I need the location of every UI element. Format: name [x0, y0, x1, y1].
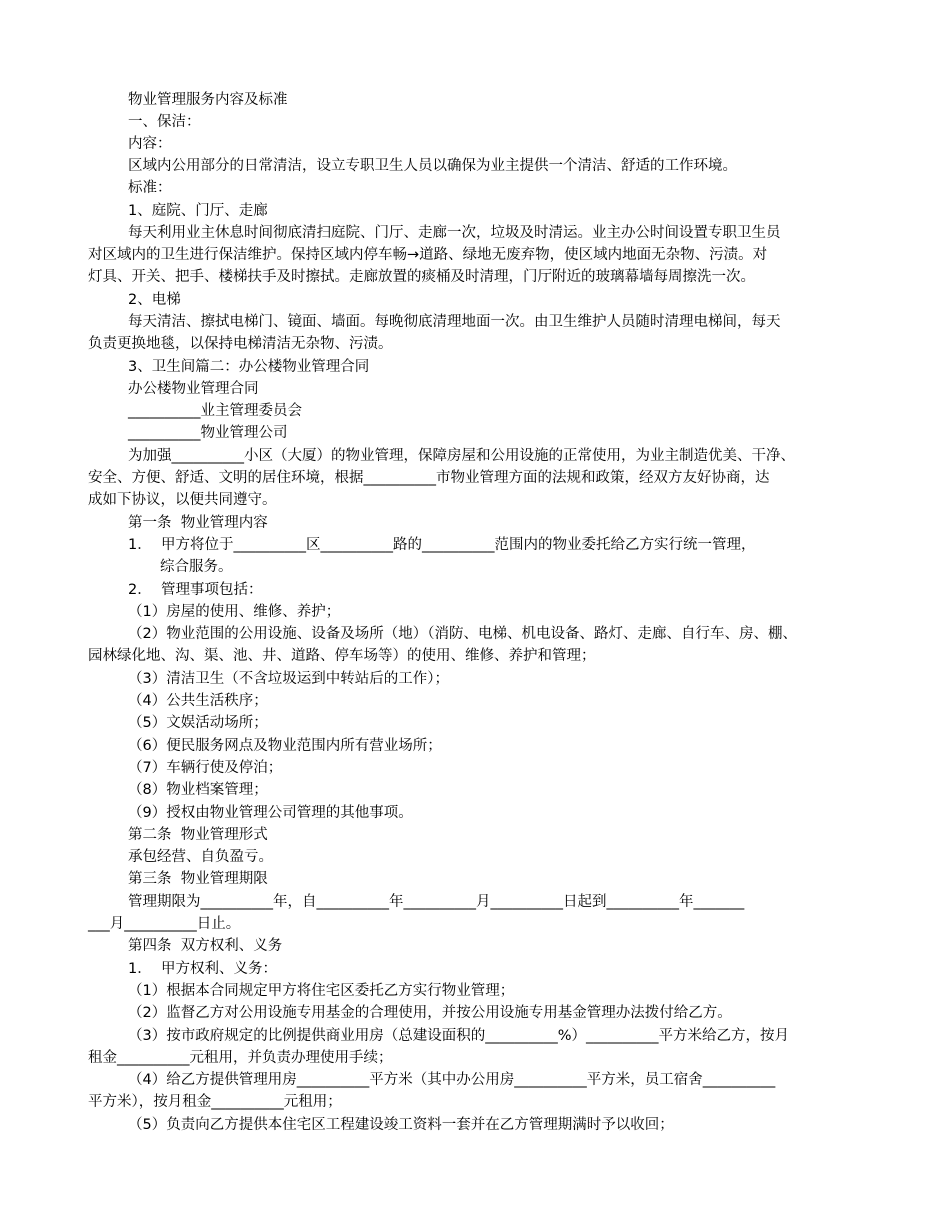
list-item: （3）按市政府规定的比例提供商业用房（总建设面积的__________%）__________平方米给乙方，按月	[128, 1028, 789, 1044]
article-heading: 第三条 物业管理期限	[128, 871, 268, 887]
document-title: 物业管理服务内容及标准	[128, 92, 288, 108]
paragraph-line: 成如下协议，以便共同遵守。	[88, 492, 277, 508]
subheading: 标准：	[128, 180, 172, 196]
subheading: 1、庭院、门厅、走廊	[128, 203, 268, 219]
list-item: （5）文娱活动场所；	[128, 715, 268, 731]
paragraph-line: 负责更换地毯，以保持电梯清洁无杂物、污渍。	[88, 336, 393, 352]
subheading: 3、卫生间篇二：办公楼物业管理合同	[128, 359, 370, 375]
list-item-continuation: 租金__________元租用，并负责办理使用手续；	[88, 1050, 393, 1066]
paragraph-line: ___月__________日止。	[88, 916, 241, 932]
paragraph-line: 为加强__________小区（大厦）的物业管理，保障房屋和公用设施的正常使用，为业主制造优美、干净、	[128, 448, 795, 464]
list-item: （2）监督乙方对公用设施专用基金的合理使用，并按公用设施专用基金管理办法拨付给乙方。	[128, 1005, 732, 1021]
list-item: （5）负责向乙方提供本住宅区工程建设竣工资料一套并在乙方管理期满时予以收回；	[128, 1117, 674, 1133]
paragraph-line: 每天利用业主休息时间彻底清扫庭院、门厅、走廊一次，垃圾及时清运。业主办公时间设置专职卫生员	[128, 225, 781, 241]
paragraph-line: 承包经营、自负盈亏。	[128, 849, 273, 865]
party-line: __________业主管理委员会	[128, 403, 302, 419]
list-item: （8）物业档案管理；	[128, 782, 268, 798]
article-heading: 第一条 物业管理内容	[128, 515, 268, 531]
party-line: __________物业管理公司	[128, 425, 288, 441]
contract-title: 办公楼物业管理合同	[128, 381, 259, 397]
list-item: （3）清洁卫生（不含垃圾运到中转站后的工作）；	[128, 671, 449, 687]
subheading: 2、电梯	[128, 292, 181, 308]
list-item: （6）便民服务网点及物业范围内所有营业场所；	[128, 738, 442, 754]
list-item-continuation: 平方米），按月租金__________元租用；	[88, 1094, 342, 1110]
list-item: （4）公共生活秩序；	[128, 693, 268, 709]
list-item: （1）根据本合同规定甲方将住宅区委托乙方实行物业管理；	[128, 983, 515, 999]
paragraph-line: 每天清洁、擦拭电梯门、镜面、墙面。每晚彻底清理地面一次。由卫生维护人员随时清理电梯间，每天	[128, 314, 781, 330]
subheading: 内容：	[128, 136, 172, 152]
article-heading: 第二条 物业管理形式	[128, 827, 268, 843]
list-item: （9）授权由物业管理公司管理的其他事项。	[128, 805, 413, 821]
article-heading: 第四条 双方权利、义务	[128, 938, 283, 954]
list-item-continuation: 综合服务。	[160, 559, 233, 575]
paragraph-line: 区域内公用部分的日常清洁，设立专职卫生人员以确保为业主提供一个清洁、舒适的工作环境。	[128, 158, 737, 174]
list-item: 1． 甲方将位于__________区__________路的__________范围内的物业委托给乙方实行统一管理，	[128, 537, 756, 553]
list-item: 1． 甲方权利、义务：	[128, 961, 277, 977]
list-item: （7）车辆行使及停泊；	[128, 760, 283, 776]
list-item: （4）给乙方提供管理用房__________平方米（其中办公用房__________平方米，员工宿舍__________	[128, 1072, 776, 1088]
list-item: （1）房屋的使用、维修、养护；	[128, 604, 341, 620]
paragraph-line: 对区域内的卫生进行保洁维护。保持区域内停车畅→道路、绿地无废弃物，使区域内地面无杂物、污渍。对	[88, 247, 768, 263]
list-item: （2）物业范围的公用设施、设备及场所（地）（消防、电梯、机电设备、路灯、走廊、自行车、房、棚、	[128, 626, 797, 642]
paragraph-line: 安全、方便、舒适、文明的居住环境，根据__________市物业管理方面的法规和政策，经双方友好协商，达	[88, 470, 770, 486]
paragraph-line: 管理期限为__________年，自__________年__________月__________日起到__________年_______	[128, 894, 745, 910]
paragraph-line: 灯具、开关、把手、楼梯扶手及时擦拭。走廊放置的痰桶及时清理，门厅附近的玻璃幕墙每周擦洗一次。	[88, 269, 755, 285]
list-item: 2． 管理事项包括：	[128, 582, 263, 598]
section-heading: 一、保洁：	[128, 114, 201, 130]
list-item-continuation: 园林绿化地、沟、渠、池、井、道路、停车场等）的使用、维修、养护和管理；	[88, 648, 596, 664]
